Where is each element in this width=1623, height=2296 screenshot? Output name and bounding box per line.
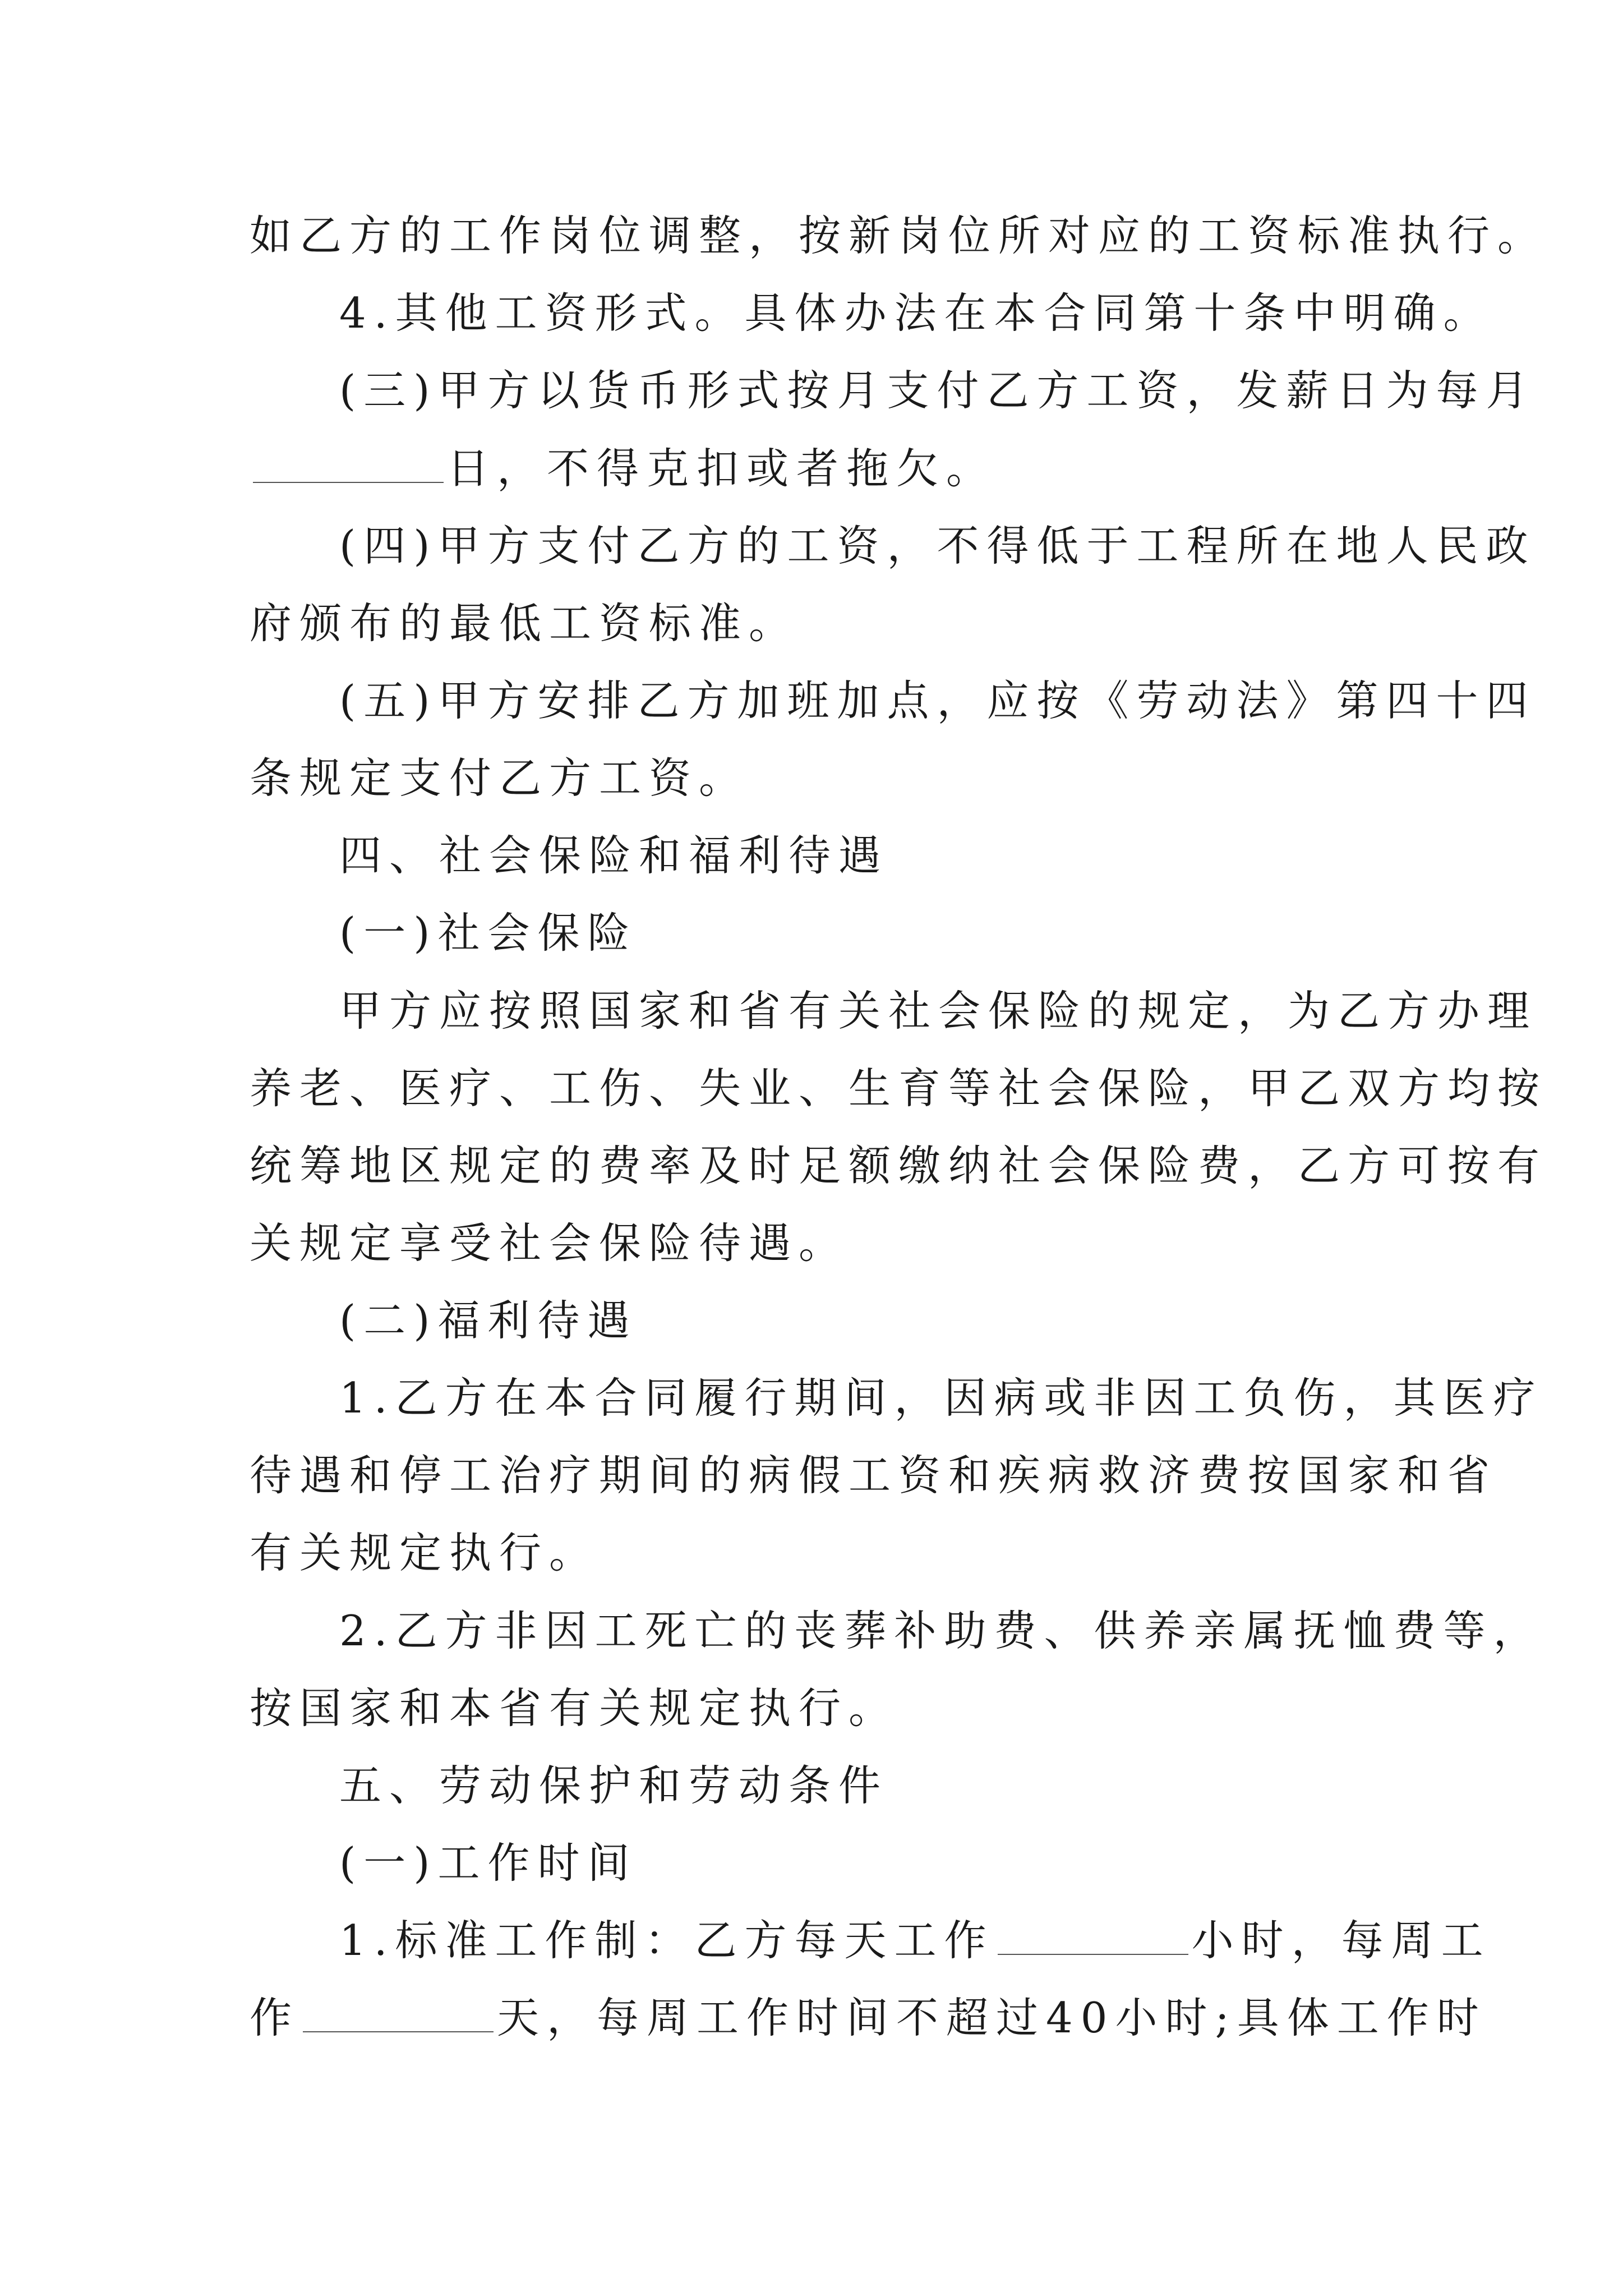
text-line <box>250 440 996 496</box>
text-line: 4.其他工资形式。具体办法在本合同第十条中明确。 <box>339 288 1493 338</box>
fill-in-blank <box>303 1992 494 2032</box>
text-line: 养老、医疗、工伤、失业、生育等社会保险，甲乙双方均按 <box>250 1064 1548 1113</box>
text-line: 按国家和本省有关规定执行。 <box>250 1683 899 1733</box>
subsection-heading: (一)工作时间 <box>339 1838 638 1888</box>
text-segment: 作 <box>250 1993 300 2042</box>
text-line: 统筹地区规定的费率及时足额缴纳社会保险费，乙方可按有 <box>250 1141 1548 1190</box>
text-line: 如乙方的工作岗位调整，按新岗位所对应的工资标准执行。 <box>250 211 1548 260</box>
text-segment: 天，每周工作时间不超过40小时;具体工作时 <box>497 1993 1487 2042</box>
subsection-heading: (二)福利待遇 <box>339 1296 638 1345</box>
text-line: 有关规定执行。 <box>250 1528 600 1577</box>
section-heading: 五、劳动保护和劳动条件 <box>339 1761 889 1810</box>
text-segment: 小时，每周工 <box>1191 1916 1491 1965</box>
text-line: 待遇和停工治疗期间的病假工资和疾病救济费按国家和省 <box>250 1451 1498 1500</box>
text-line <box>339 1912 1491 1968</box>
text-line: (三)甲方以货币形式按月支付乙方工资，发薪日为每月 <box>339 366 1536 415</box>
section-heading: 四、社会保险和福利待遇 <box>339 831 889 880</box>
text-line: (五)甲方安排乙方加班加点，应按《劳动法》第四十四 <box>339 676 1536 725</box>
text-line: 甲方应按照国家和省有关社会保险的规定，为乙方办理 <box>339 986 1538 1036</box>
text-line: 1.乙方在本合同履行期间，因病或非因工负伤，其医疗 <box>339 1373 1543 1423</box>
text-line: 条规定支付乙方工资。 <box>250 753 749 803</box>
text-line <box>250 1990 1487 2046</box>
text-segment: 1.标准工作制：乙方每天工作 <box>339 1916 994 1965</box>
text-line: 关规定享受社会保险待遇。 <box>250 1218 849 1268</box>
text-segment: 日，不得克扣或者拖欠。 <box>447 444 997 493</box>
text-line: (四)甲方支付乙方的工资，不得低于工程所在地人民政 <box>339 521 1536 570</box>
subsection-heading: (一)社会保险 <box>339 908 638 958</box>
text-line: 2.乙方非因工死亡的丧葬补助费、供养亲属抚恤费等， <box>339 1606 1543 1655</box>
text-line: 府颁布的最低工资标准。 <box>250 599 799 648</box>
fill-in-blank <box>998 1915 1188 1955</box>
fill-in-blank <box>253 443 444 483</box>
